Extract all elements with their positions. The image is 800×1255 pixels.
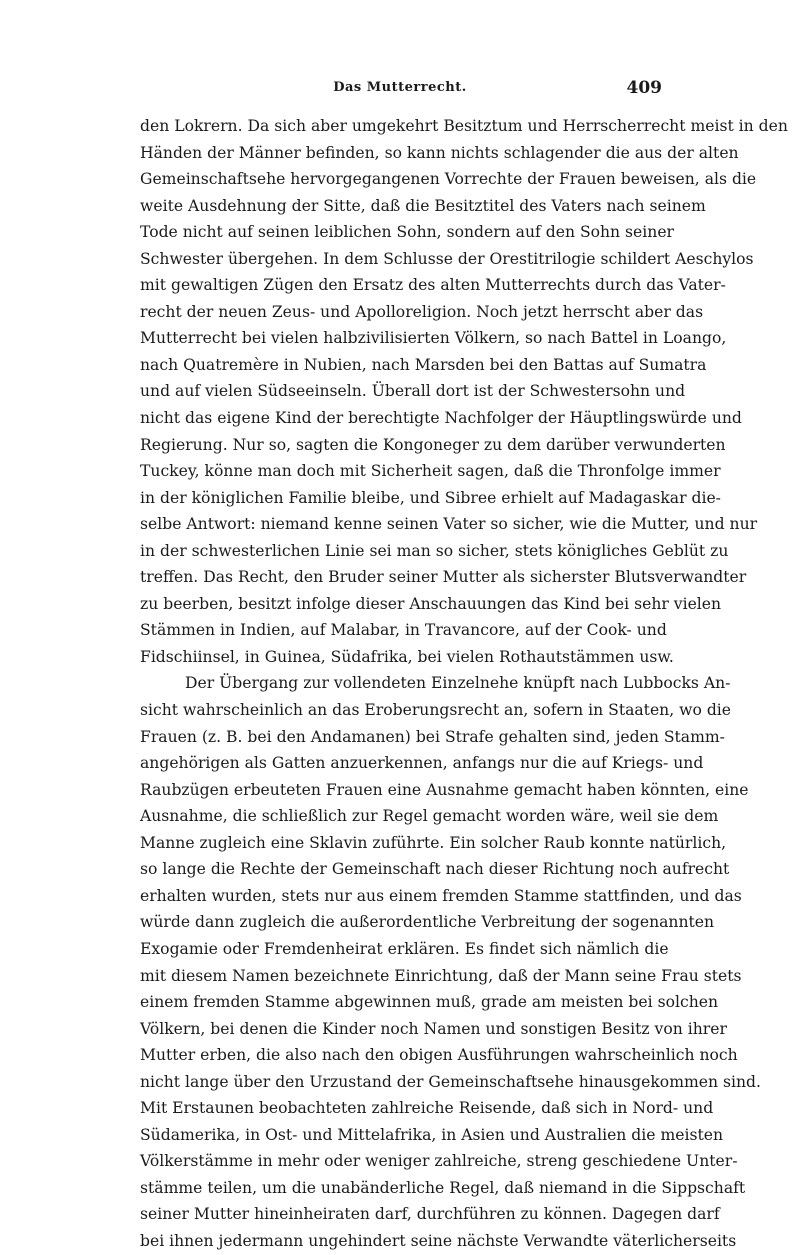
text-line: in der schwesterlichen Linie sei man so sicher, stets königliches Geblüt zu: [140, 541, 729, 560]
text-line: Regierung. Nur so, sagten die Kongoneger zu dem darüber verwunderten: [140, 435, 726, 454]
text-line: mit diesem Namen bezeichnete Einrichtung, daß der Mann seine Frau stets: [140, 966, 742, 985]
text-line: Gemeinschaftsehe hervorgegangenen Vorrechte der Frauen beweisen, als die: [140, 170, 757, 189]
text-line: Mit Erstaunen beobachteten zahlreiche Reisende, daß sich in Nord- und: [140, 1099, 714, 1118]
running-title: Das Mutterrecht.: [333, 80, 467, 95]
text-line: so lange die Rechte der Gemeinschaft nach dieser Richtung noch aufrecht: [140, 860, 730, 879]
text-line: Schwester übergehen. In dem Schlusse der Orestitrilogie schildert Aeschylos: [140, 249, 754, 268]
text-line: Fidschiinsel, in Guinea, Südafrika, bei vielen Rothautstämmen usw.: [140, 647, 674, 666]
text-line: Raubzügen erbeuteten Frauen eine Ausnahme gemacht haben könnten, eine: [140, 780, 749, 799]
text-line: Exogamie oder Fremdenheirat erklären. Es findet sich nämlich die: [140, 939, 669, 958]
text-line: Ausnahme, die schließlich zur Regel gemacht worden wäre, weil sie dem: [140, 807, 719, 826]
text-line: nach Quatremère in Nubien, nach Marsden bei den Battas auf Sumatra: [140, 355, 707, 374]
text-line: stämme teilen, um die unabänderliche Regel, daß niemand in die Sippschaft: [140, 1178, 746, 1197]
text-line: weite Ausdehnung der Sitte, daß die Besitztitel des Vaters nach seinem: [140, 196, 706, 215]
page-number: 409: [626, 78, 662, 98]
text-line: bei ihnen jedermann ungehindert seine nächste Verwandte väterlicherseits: [140, 1231, 737, 1250]
text-line: Mutter erben, die also nach den obigen Ausführungen wahrscheinlich noch: [140, 1046, 738, 1065]
text-line: Frauen (z. B. bei den Andamanen) bei Strafe gehalten sind, jeden Stamm-: [140, 727, 725, 746]
text-line: angehörigen als Gatten anzuerkennen, anfangs nur die auf Kriegs- und: [140, 754, 704, 773]
text-line: Völkern, bei denen die Kinder noch Namen und sonstigen Besitz von ihrer: [140, 1019, 727, 1038]
text-line: Stämmen in Indien, auf Malabar, in Travancore, auf der Cook- und: [140, 621, 667, 640]
text-line: Tuckey, könne man doch mit Sicherheit sagen, daß die Thronfolge immer: [140, 462, 721, 481]
text-line: in der königlichen Familie bleibe, und Sibree erhielt auf Madagaskar die-: [140, 488, 721, 507]
text-line: Völkerstämme in mehr oder weniger zahlreiche, streng geschiedene Unter-: [140, 1152, 738, 1171]
text-line: nicht das eigene Kind der berechtigte Nachfolger der Häuptlingswürde und: [140, 409, 742, 428]
text-line: seiner Mutter hineinheiraten darf, durchführen zu können. Dagegen darf: [140, 1205, 720, 1224]
text-line: erhalten wurden, stets nur aus einem fremden Stamme stattfinden, und das: [140, 886, 742, 905]
text-line: nicht lange über den Urzustand der Gemeinschaftsehe hinausgekommen sind.: [140, 1072, 761, 1091]
text-line: Manne zugleich eine Sklavin zuführte. Ein solcher Raub konnte natürlich,: [140, 833, 727, 852]
running-head: [140, 78, 660, 100]
body-text: [140, 113, 788, 1255]
text-line: Tode nicht auf seinen leiblichen Sohn, sondern auf den Sohn seiner: [140, 223, 675, 242]
text-line: Mutterrecht bei vielen halbzivilisierten Völkern, so nach Battel in Loango,: [140, 329, 727, 348]
text-line: sicht wahrscheinlich an das Eroberungsrecht an, sofern in Staaten, wo die: [140, 701, 732, 720]
text-line: würde dann zugleich die außerordentliche Verbreitung der sogenannten: [140, 913, 715, 932]
text-line: Der Übergang zur vollendeten Einzelnehe knüpft nach Lubbocks An-: [185, 674, 731, 693]
text-line: Südamerika, in Ost- und Mittelafrika, in Asien und Australien die meisten: [140, 1125, 723, 1144]
text-line: Händen der Männer befinden, so kann nichts schlagender die aus der alten: [140, 143, 739, 162]
text-line: zu beerben, besitzt infolge dieser Anschauungen das Kind bei sehr vielen: [140, 594, 722, 613]
text-line: recht der neuen Zeus- und Apolloreligion. Noch jetzt herrscht aber das: [140, 302, 704, 321]
text-line: mit gewaltigen Zügen den Ersatz des alten Mutterrechts durch das Vater-: [140, 276, 726, 295]
text-line: einem fremden Stamme abgewinnen muß, grade am meisten bei solchen: [140, 993, 719, 1012]
text-line: selbe Antwort: niemand kenne seinen Vater so sicher, wie die Mutter, und nur: [140, 515, 758, 534]
text-line: treffen. Das Recht, den Bruder seiner Mutter als sicherster Blutsverwandter: [140, 568, 747, 587]
text-line: und auf vielen Südseeinseln. Überall dort ist der Schwestersohn und: [140, 382, 686, 401]
text-line: den Lokrern. Da sich aber umgekehrt Besitztum und Herrscherrecht meist in den: [140, 117, 788, 135]
